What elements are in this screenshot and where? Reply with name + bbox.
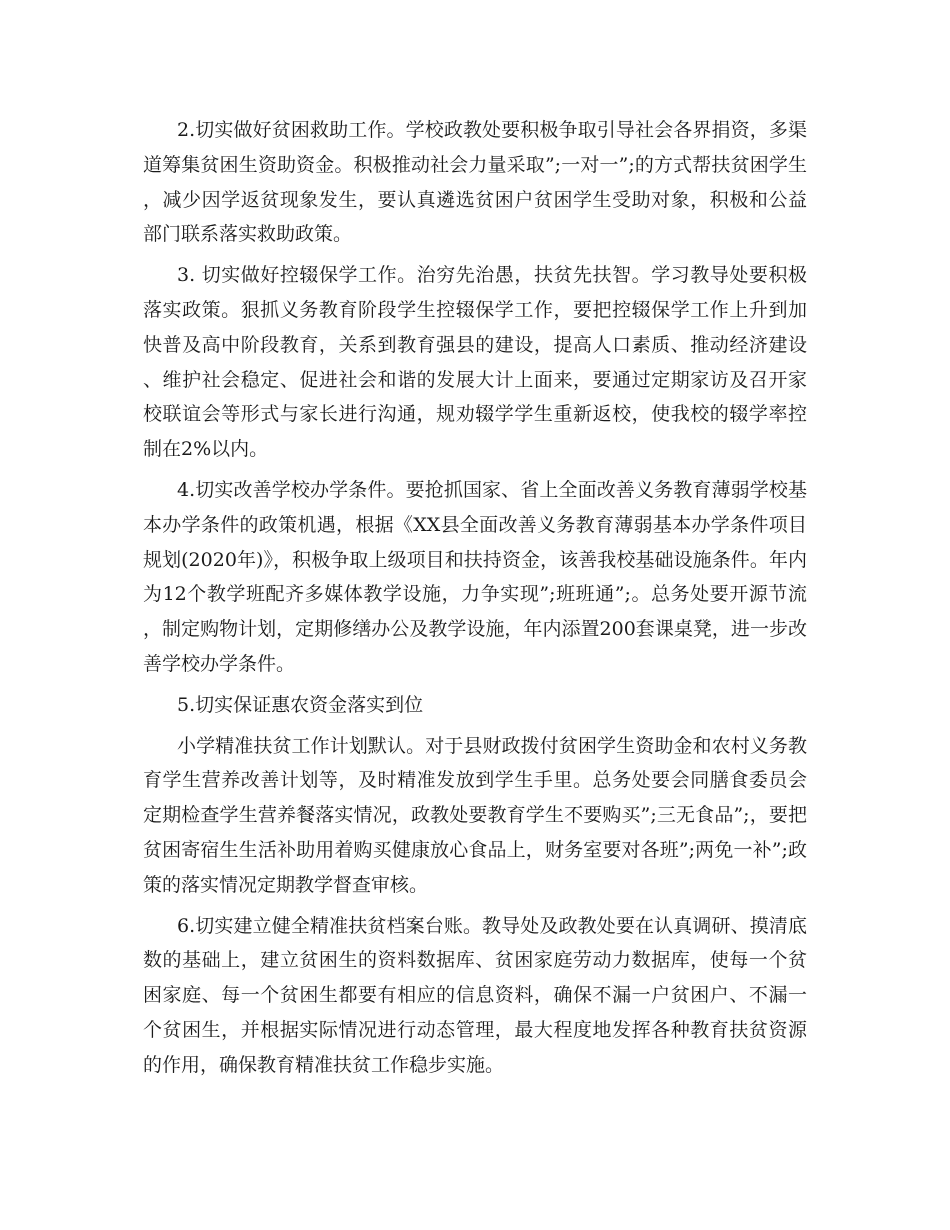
paragraph-poverty-relief: 2.切实做好贫困救助工作。学校政教处要积极争取引导社会各界捐资，多渠道筹集贫困生资助资金。积极推动社会力量采取”;一对一”;的方式帮扶贫困学生，减少因学返贫现象发生，要认真遴选贫困户贫困学生受助对象，积极和公益部门联系落实救助政策。 — [143, 119, 807, 246]
paragraph-subsidy-heading: 5.切实保证惠农资金落实到位 — [177, 693, 424, 716]
paragraph-dropout-control: 3. 切实做好控辍保学工作。治穷先治愚，扶贫先扶智。学习教导处要积极落实政策。狠抓义务教育阶段学生控辍保学工作，要把控辍保学工作上升到加快普及高中阶段教育，关系到教育强县的建设，提高人口素质、推动经济建设、维护社会稳定、促进社会和谐的发展大计上面来，要通过定期家访及召开家校联谊会等形式与家长进行沟通，规劝辍学学生重新返校，使我校的辍学率控制在2%以内。 — [143, 264, 807, 461]
paragraph-archive-ledger: 6.切实建立健全精准扶贫档案台账。教导处及政教处要在认真调研、摸清底数的基础上，建立贫困生的资料数据库、贫困家庭劳动力数据库，使每一个贫困家庭、每一个贫困生都要有相应的信息资料，确保不漏一户贫困户、不漏一个贫困生，并根据实际情况进行动态管理，最大程度地发挥各种教育扶贫资源的作用，确保教育精准扶贫工作稳步实施。 — [143, 914, 807, 1076]
paragraph-subsidy-body: 小学精准扶贫工作计划默认。对于县财政拨付贫困学生资助金和农村义务教育学生营养改善计划等，及时精准发放到学生手里。总务处要会同膳食委员会定期检查学生营养餐落实情况，政教处要教育学生不要购买”;三无食品”;，要把贫困寄宿生生活补助用着购买健康放心食品上，财务室要对各班”;两免一补”;政策的落实情况定期教学督查审核。 — [143, 734, 807, 896]
document-body — [143, 113, 807, 1089]
paragraph-school-conditions: 4.切实改善学校办学条件。要抢抓国家、省上全面改善义务教育薄弱学校基本办学条件的政策机遇，根据《XX县全面改善义务教育薄弱基本办学条件项目规划(2020年)》，积极争取上级项目和扶持资金，该善我校基础设施条件。年内为12个教学班配齐多媒体教学设施，力争实现”;班班通”;。总务处要开源节流，制定购物计划，定期修缮办公及教学设施，年内添置200套课桌凳，进一步改善学校办学条件。 — [143, 478, 807, 675]
